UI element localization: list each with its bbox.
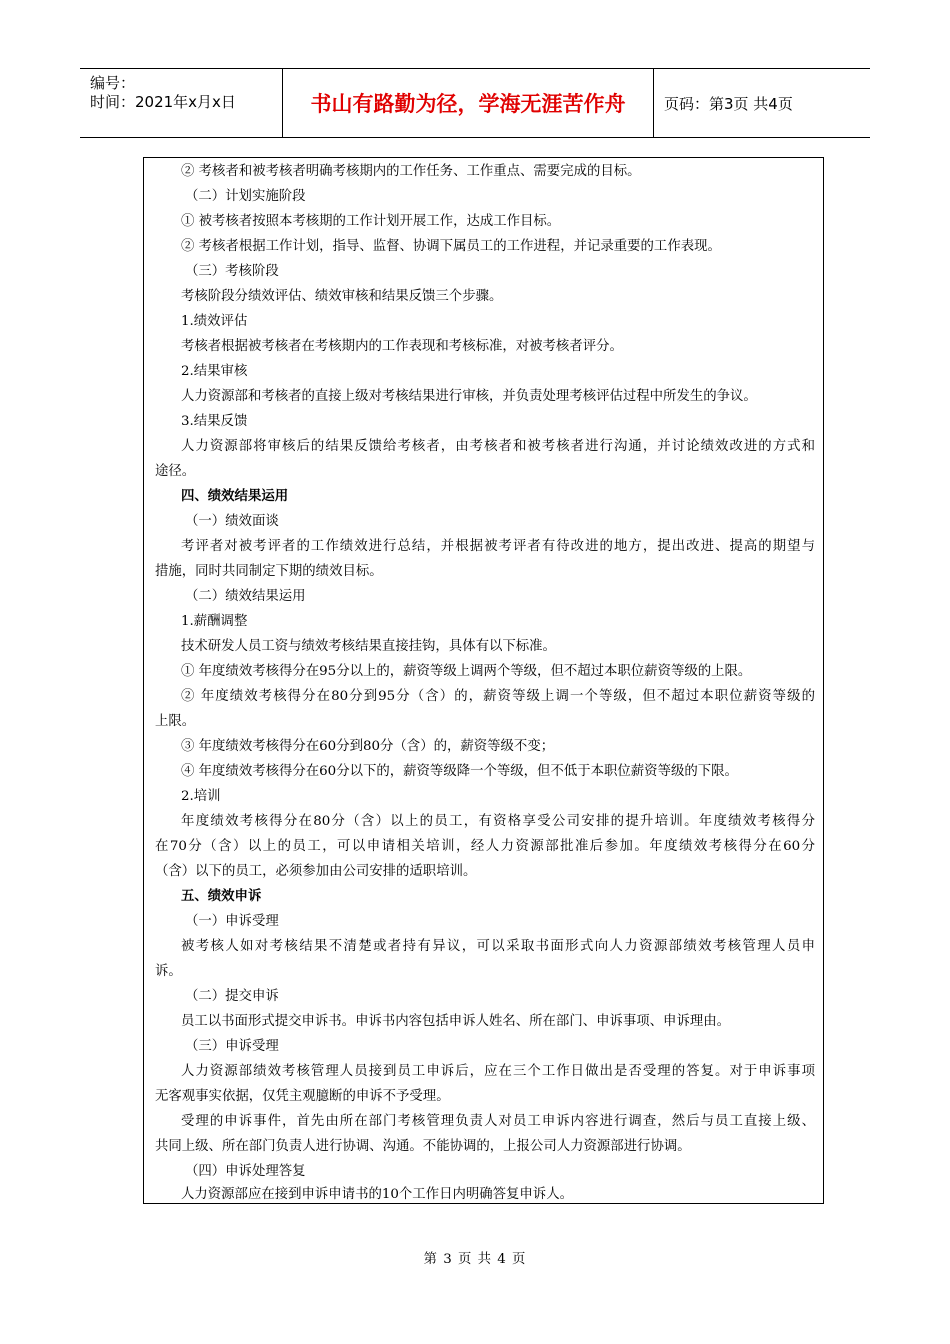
step-heading: 2.结果审核 bbox=[181, 364, 248, 379]
text-line: 人力资源部将审核后的结果反馈给考核者，由考核者和被考核者进行沟通，并讨论绩效改进的方式和 bbox=[181, 439, 815, 454]
text-line: 诉。 bbox=[155, 964, 182, 979]
text-line: ② 年度绩效考核得分在80分到95分（含）的，薪资等级上调一个等级，但不超过本职位薪资等级的 bbox=[181, 689, 815, 704]
section-subheading: （一）绩效面谈 bbox=[185, 514, 279, 529]
step-heading: 2.培训 bbox=[181, 789, 221, 804]
header-meta-cell bbox=[80, 69, 283, 137]
section-subheading: （一）申诉受理 bbox=[185, 914, 279, 929]
text-line: 在70分（含）以上的员工，可以申请相关培训，经人力资源部批准后参加。年度绩效考核得分在60分 bbox=[155, 839, 815, 854]
step-heading: 1.薪酬调整 bbox=[181, 614, 248, 629]
section-subheading: （三）考核阶段 bbox=[185, 264, 279, 279]
document-body bbox=[143, 157, 824, 1204]
text-line: 上限。 bbox=[155, 714, 196, 729]
text-line: ③ 年度绩效考核得分在60分到80分（含）的，薪资等级不变； bbox=[181, 739, 555, 754]
text-line: 考核阶段分绩效评估、绩效审核和结果反馈三个步骤。 bbox=[181, 289, 503, 304]
section-heading: 四、绩效结果运用 bbox=[181, 489, 289, 504]
text-line: ② 考核者根据工作计划，指导、监督、协调下属员工的工作进程，并记录重要的工作表现。 bbox=[181, 239, 721, 254]
section-subheading: （四）申诉处理答复 bbox=[185, 1164, 306, 1179]
text-line: 无客观事实依据，仅凭主观臆断的申诉不予受理。 bbox=[155, 1089, 450, 1104]
text-line: ① 年度绩效考核得分在95分以上的，薪资等级上调两个等级，但不超过本职位薪资等级的上限。 bbox=[181, 664, 752, 679]
text-line: 措施，同时共同制定下期的绩效目标。 bbox=[155, 564, 383, 579]
section-subheading: （三）申诉受理 bbox=[185, 1039, 279, 1054]
step-heading: 1.绩效评估 bbox=[181, 314, 248, 329]
page-footer: 第 3 页 共 4 页 bbox=[423, 1252, 527, 1267]
text-line: 员工以书面形式提交申诉书。申诉书内容包括申诉人姓名、所在部门、申诉事项、申诉理由。 bbox=[181, 1014, 731, 1029]
text-line: 被考核人如对考核结果不清楚或者持有异议，可以采取书面形式向人力资源部绩效考核管理人员申 bbox=[181, 939, 815, 954]
page-header bbox=[80, 68, 870, 138]
text-line: 人力资源部应在接到申诉申请书的10个工作日内明确答复申诉人。 bbox=[181, 1187, 573, 1202]
text-line: （含）以下的员工，必须参加由公司安排的适职培训。 bbox=[155, 864, 477, 879]
text-line: 途径。 bbox=[155, 464, 196, 479]
text-line: 年度绩效考核得分在80分（含）以上的员工，有资格享受公司安排的提升培训。年度绩效考核得分 bbox=[181, 814, 815, 829]
text-line: 考评者对被考评者的工作绩效进行总结，并根据被考评者有待改进的地方，提出改进、提高的期望与 bbox=[181, 539, 815, 554]
text-line: 人力资源部绩效考核管理人员接到员工申诉后，应在三个工作日做出是否受理的答复。对于申诉事项 bbox=[181, 1064, 815, 1079]
text-line: ② 考核者和被考核者明确考核期内的工作任务、工作重点、需要完成的目标。 bbox=[181, 164, 641, 179]
text-line: 技术研发人员工资与绩效考核结果直接挂钩，具体有以下标准。 bbox=[181, 639, 556, 654]
step-heading: 3.结果反馈 bbox=[181, 414, 248, 429]
section-subheading: （二）提交申诉 bbox=[185, 989, 279, 1004]
document-time-label: 时间：2021年x月x日 bbox=[90, 93, 236, 111]
section-subheading: （二）绩效结果运用 bbox=[185, 589, 306, 604]
text-line: ④ 年度绩效考核得分在60分以下的，薪资等级降一个等级，但不低于本职位薪资等级的下限。 bbox=[181, 764, 738, 779]
header-motto: 书山有路勤为径，学海无涯苦作舟 bbox=[283, 69, 654, 137]
text-line: 受理的申诉事件，首先由所在部门考核管理负责人对员工申诉内容进行调查，然后与员工直接上级、 bbox=[181, 1114, 815, 1129]
text-line: 人力资源部和考核者的直接上级对考核结果进行审核，并负责处理考核评估过程中所发生的争议。 bbox=[181, 389, 757, 404]
section-subheading: （二）计划实施阶段 bbox=[185, 189, 306, 204]
text-line: 共同上级、所在部门负责人进行协调、沟通。不能协调的，上报公司人力资源部进行协调。 bbox=[155, 1139, 691, 1154]
header-page-code: 页码：第3页 共4页 bbox=[664, 94, 793, 113]
text-line: 考核者根据被考核者在考核期内的工作表现和考核标准，对被考核者评分。 bbox=[181, 339, 623, 354]
document-number-label: 编号： bbox=[90, 74, 136, 92]
text-line: ① 被考核者按照本考核期的工作计划开展工作，达成工作目标。 bbox=[181, 214, 561, 229]
section-heading: 五、绩效申诉 bbox=[181, 889, 262, 904]
